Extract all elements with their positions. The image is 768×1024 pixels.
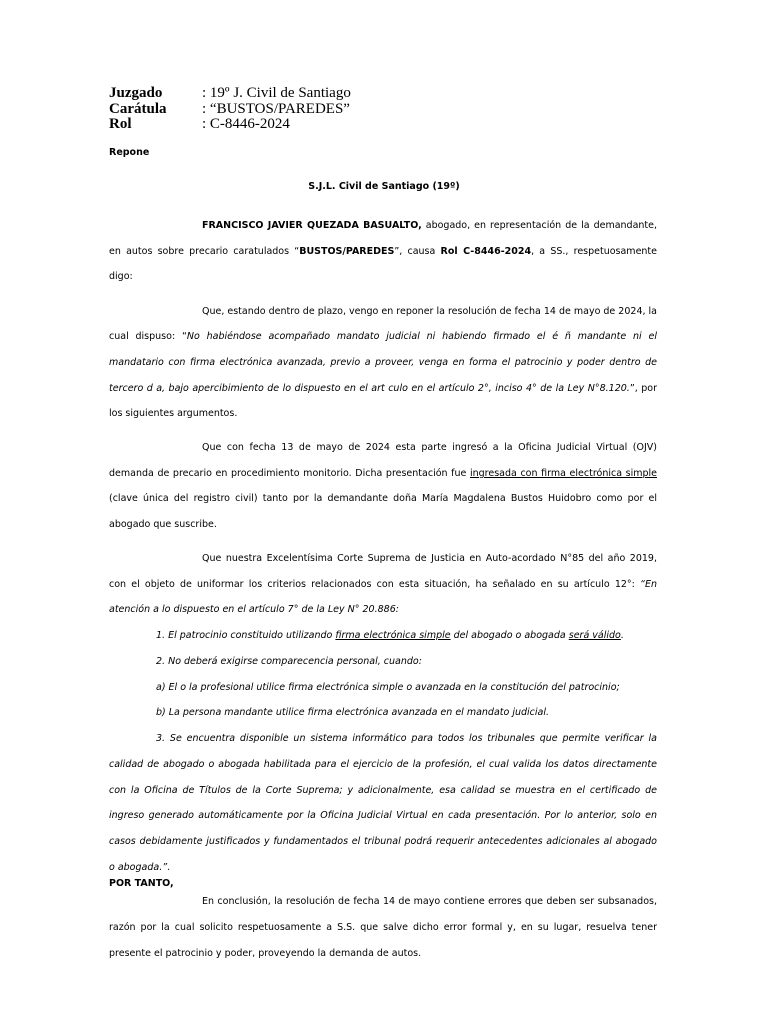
resolution-text-2: ”, por los siguientes argumentos.: [109, 382, 657, 420]
item1-text-3: .: [620, 629, 624, 641]
rol-row: [109, 117, 351, 133]
rol-value: : C-8446-2024: [202, 116, 290, 132]
item3-end: .: [167, 862, 171, 874]
document-subject: Repone: [109, 147, 150, 158]
filing-text-2: (clave única del registro civil) tanto por la demandante doña María Magdalena Bustos Huidobro como por el abogado que suscribe.: [109, 493, 657, 531]
item1-text-2: del abogado o abogada: [450, 629, 569, 641]
filing-underlined: ingresada con firma electrónica simple: [469, 467, 658, 479]
item3-text: 3. Se encuentra disponible un sistema informático para todos los tribunales que permite verificar la calidad de abogado o abogada habilitada para el ejercicio de la profesión, el cual valida los datos directamente con la Oficina de Títulos de la Corte Suprema; y adicionalmente, esa calidad se muestra en el certificado de ingreso generado automáticamente por la Oficina Judicial Virtual en cada presentación. Por lo anterior, solo en casos debidamente justificados y fundamentados el tribunal podrá requerir antecedentes adicionales al abogado o abogada.”: [109, 733, 657, 874]
item1-underline-2: será válido: [568, 629, 621, 641]
list-item-3: [109, 726, 657, 881]
case-header: [109, 86, 351, 133]
document-body: [109, 213, 657, 975]
caratula-value: : “BUSTOS/PAREDES”: [202, 100, 350, 117]
filing-text: Que con fecha 13 de mayo de 2024 esta parte ingresó a la Oficina Judicial Virtual (OJV) demanda de precario en procedimiento monitorio. Dicha presentación fue: [109, 442, 657, 479]
court-addressee: S.J.L. Civil de Santiago (19º): [308, 181, 460, 192]
list-item-2: 2. No deberá exigirse comparecencia personal, cuando:: [156, 655, 422, 667]
paragraph-resolution: [109, 299, 657, 427]
rol-label: Rol: [109, 116, 132, 132]
juzgado-value: : 19º J. Civil de Santiago: [202, 85, 351, 101]
juzgado-row: [109, 86, 351, 102]
paragraph-intro: [109, 213, 657, 290]
intro-text: abogado, en representación de la demandante, en autos sobre precario caratulados “: [109, 220, 658, 257]
caratula-ref: BUSTOS/PAREDES: [299, 245, 395, 257]
closing-por-tanto: POR TANTO,: [109, 878, 174, 889]
list-item-a: a) El o la profesional utilice firma electrónica simple o avanzada en la constitución del patrocinio;: [156, 681, 620, 693]
caratula-row: [109, 102, 351, 118]
resolution-quote: No habiéndose acompañado mandato judicial ni habiendo firmado el é ñ mandante ni el mandatario con firma electrónica avanzada, previo a proveer, venga en forma el patrocinio y poder dentro de tercero d a, bajo apercibimiento de lo dispuesto en el art culo en el artículo 2°, inciso 4° de la Ley N°8.120.: [109, 331, 657, 394]
acordado-quote: “En atención a lo dispuesto en el artículo 7° de la Ley N° 20.886:: [109, 578, 657, 616]
paragraph-auto-acordado: [109, 546, 657, 623]
list-item-1: [109, 623, 657, 649]
item1-text: 1. El patrocinio constituido utilizando: [156, 629, 336, 641]
juzgado-label: Juzgado: [109, 85, 163, 101]
paragraph-conclusion: En conclusión, la resolución de fecha 14 de mayo contiene errores que deben ser subsanados, razón por la cual solicito respetuosamente a S.S. que salve dicho error formal y, en su lugar, resuelva tener presente el patrocinio y poder, proveyendo la demanda de autos.: [109, 896, 657, 959]
rol-ref: Rol C-8446-2024: [440, 245, 532, 257]
paragraph-filing: [109, 435, 657, 537]
item1-underline-1: firma electrónica simple: [335, 629, 451, 641]
intro-text-3: , a SS., respetuosamente digo:: [109, 245, 658, 283]
caratula-label: Carátula: [109, 100, 167, 117]
resolution-text: Que, estando dentro de plazo, vengo en reponer la resolución de fecha 14 de mayo de 2024, la cual dispuso: “: [109, 305, 657, 343]
lawyer-name: FRANCISCO JAVIER QUEZADA BASUALTO,: [202, 220, 422, 231]
list-item-b: b) La persona mandante utilice firma electrónica avanzada en el mandato judicial.: [156, 707, 549, 719]
intro-text-2: ”, causa: [394, 245, 441, 257]
acordado-text: Que nuestra Excelentísima Corte Suprema de Justicia en Auto-acordado N°85 del año 2019, con el objeto de uniformar los criterios relacionados con esta situación, ha señalado en su artículo 12°:: [109, 553, 657, 590]
